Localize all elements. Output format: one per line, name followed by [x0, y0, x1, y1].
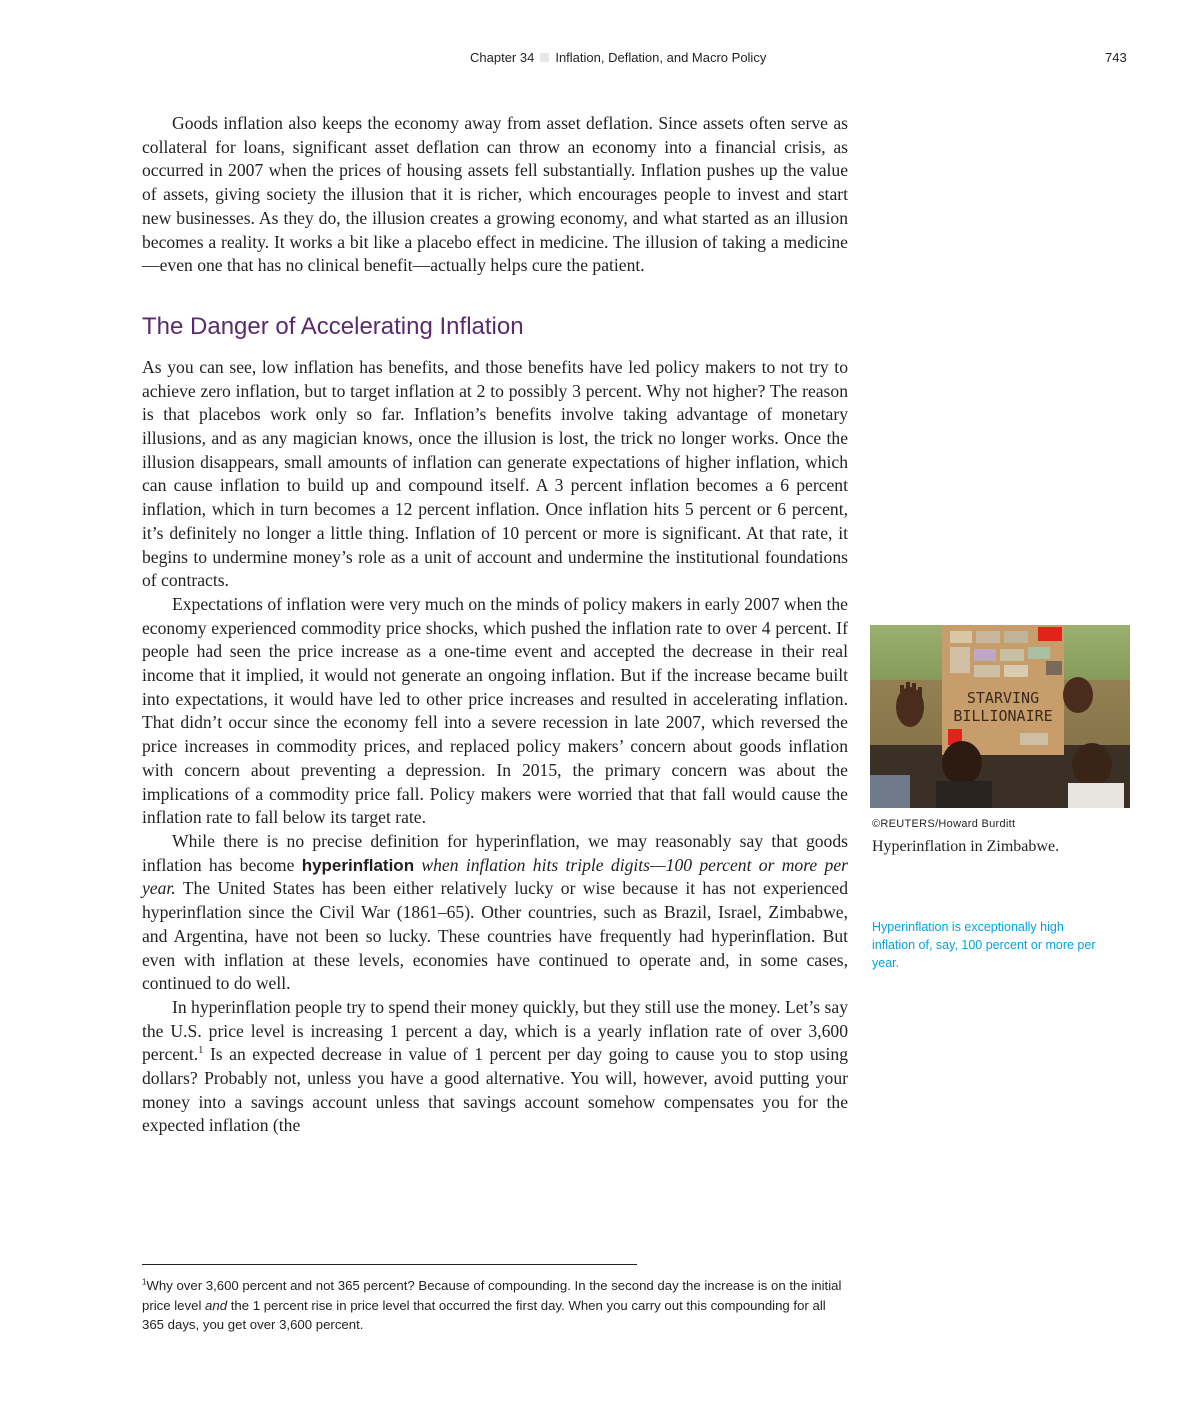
separator-square [540, 53, 549, 62]
running-head [470, 50, 950, 65]
footnote: $^1$Why over 3,600 percent and not 365 percent? Because of compounding. In the second day the increase is on the initial price level and the 1 percent rise in price level that occurred the first day. When you carry out this compounding for all 365 days, you get over 3,600 percent. [142, 1277, 842, 1332]
margin-definition: Hyperinflation is exceptionally high inflation of, say, 100 percent or more per year. [872, 920, 1096, 970]
paragraph-asset-deflation: Goods inflation also keeps the economy away from asset deflation. Since assets often serve as collateral for loans, significant asset deflation can throw an economy into a financial crisis, as occurred in 2007 when the prices of housing assets fell substantially. Inflation pushes up the value of assets, giving society the illusion that it is richer, which encourages people to invest and start new businesses. As they do, the illusion creates a growing economy, and what started as an illusion becomes a reality. It works a bit like a placebo effect in medicine. The illusion of taking a medicine—even one that has no clinical benefit—actually helps cure the patient. [142, 113, 848, 276]
sign-text-line1: STARVING [966, 689, 1040, 707]
main-text-column [142, 112, 848, 1138]
footnote-reference[interactable]: 1 [198, 1045, 204, 1057]
key-term-hyperinflation: hyperinflation [301, 855, 415, 875]
paragraph-spending-money: In hyperinflation people try to spend their money quickly, but they still use the money. Let’s say the U.S. price level is increasing 1 percent a day, which is a yearly inflation rate of over 3,600 percent.$^1$ Is an expected decrease in value of 1 percent per day going to cause you to stop using dollars? Probably not, unless you have a good alternative. You will, however, avoid putting your money into a savings account unless that savings account somehow compensates you for the expected inflation (the [142, 996, 848, 1136]
paragraph-hyperinflation-definition: While there is no precise definition for hyperinflation, we may reasonably say that goods inflation has become hyperinflation when inflation hits triple digits—100 percent or more per year. The United States has been either relatively lucky or wise because it has not experienced hyperinflation since the Civil War (1861–65). Other countries, such as Brazil, Israel, Zimbabwe, and Argentina, have not been so lucky. These countries have frequently had hyperinflation. But even with inflation at these levels, economies have continued to operate and, in some cases, continued to do well. [142, 830, 848, 994]
photo-caption: Hyperinflation in Zimbabwe. [872, 838, 1060, 855]
zimbabwe-photo [870, 625, 1130, 808]
footnote-rule [142, 1264, 637, 1265]
definition-text: when inflation hits triple digits—100 percent or more per year. [142, 854, 848, 899]
page-number: 743 [1105, 50, 1127, 65]
footnote-marker: 1 [142, 1277, 147, 1287]
sign-text-line2: BILLIONAIRE [953, 707, 1053, 725]
paragraph-2007-expectations: Expectations of inflation were very much on the minds of policy makers in early 2007 when the economy experienced commodity price shocks, which pushed the inflation rate to over 4 percent. If people had seen the price increase as a one-time event and accepted the decrease in their real income that it implied, it would not generate an ongoing inflation. But if the increase became built into expectations, it would have led to other price increases and resulted in accelerating inflation. That didn’t occur since the economy fell into a severe recession in late 2007, which reversed the price increases in commodity prices, and replaced policy makers’ concern about goods inflation with concern about preventing a depression. In 2015, the primary concern was about the implications of a commodity price fall. Policy makers were worried that that fall would cause the inflation rate to fall below its target rate. [142, 593, 848, 828]
section-heading: The Danger of Accelerating Inflation [142, 312, 524, 340]
paragraph-placebo-limits: As you can see, low inflation has benefits, and those benefits have led policy makers to not try to achieve zero inflation, but to target inflation at 2 to possibly 3 percent. Why not higher? The reason is that placebos work only so far. Inflation’s benefits involve taking advantage of monetary illusions, and as any magician knows, once the illusion is lost, the trick no longer works. Once the illusion disappears, small amounts of inflation can generate expectations of higher inflation, which can cause inflation to build up and compound itself. A 3 percent inflation becomes a 6 percent inflation, which in turn becomes a 12 percent inflation. Once inflation hits 5 percent or 6 percent, it’s definitely no longer a little thing. Inflation of 10 percent or more is significant. At that rate, it begins to undermine money’s role as a unit of account and undermine the institutional foundations of contracts. [142, 356, 848, 591]
chapter-number: Chapter 34 [470, 50, 535, 65]
chapter-title: Inflation, Deflation, and Macro Policy [555, 50, 767, 65]
photo-credit: ©REUTERS/Howard Burditt [872, 818, 1016, 830]
